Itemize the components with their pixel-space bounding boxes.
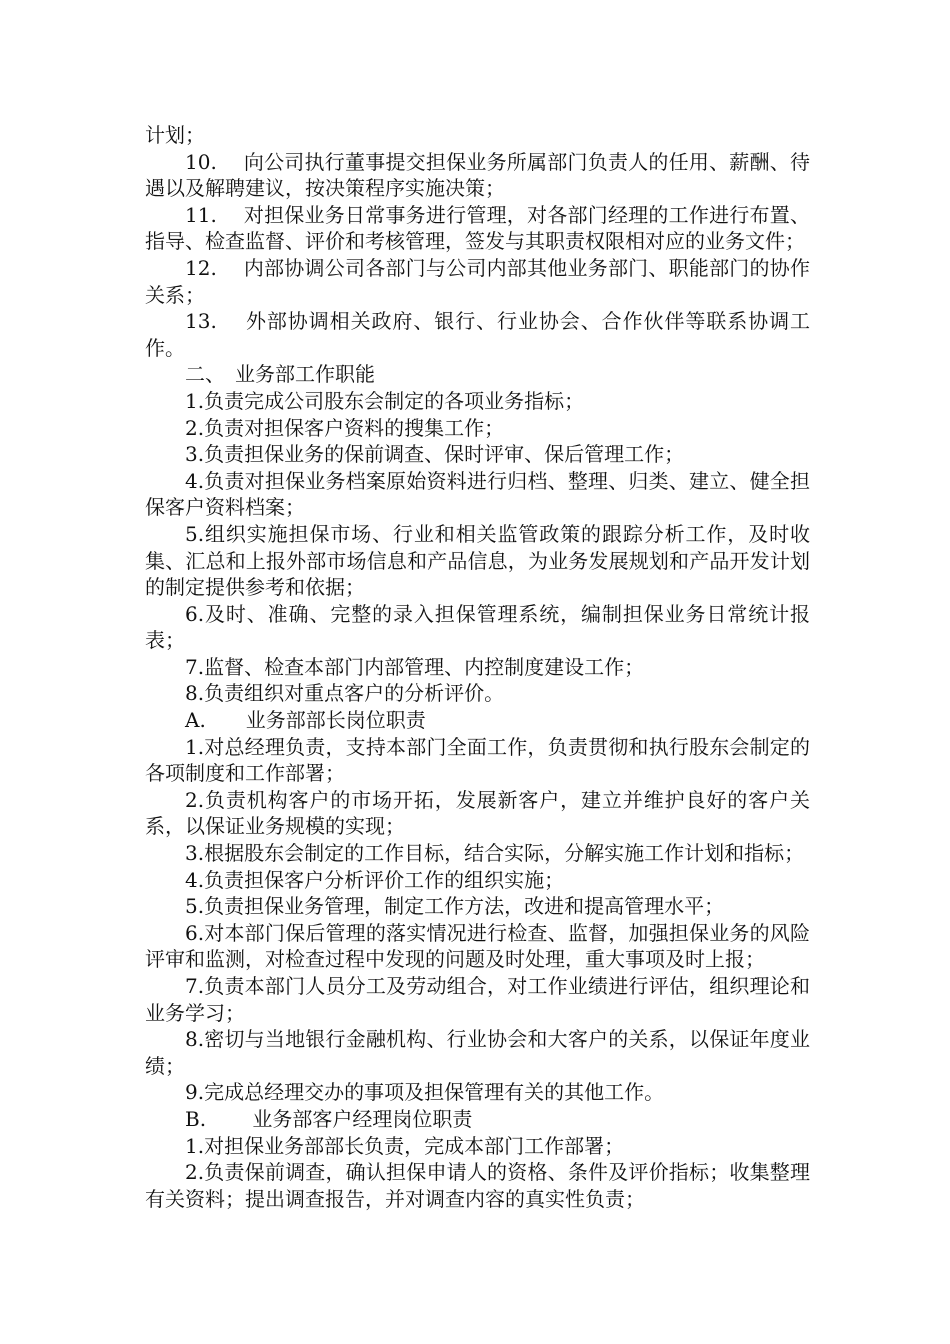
paragraph-head-duty-6: 6.对本部门保后管理的落实情况进行检查、监督，加强担保业务的风险评审和监测，对检查过程中发现的问题及时处理，重大事项及时上报； (145, 920, 810, 972)
paragraph-head-duty-1: 1.对总经理负责，支持本部门全面工作，负责贯彻和执行股东会制定的各项制度和工作部署； (145, 734, 810, 786)
paragraph-head-duty-9: 9.完成总经理交办的事项及担保管理有关的其他工作。 (185, 1080, 665, 1105)
paragraph-head-duty-8: 8.密切与当地银行金融机构、行业协会和大客户的关系，以保证年度业绩； (145, 1027, 810, 1078)
paragraph-item-11: 11. 对担保业务日常事务进行管理，对各部门经理的工作进行布置、指导、检查监督、评价和考核管理，签发与其职责权限相对应的业务文件； (145, 202, 810, 254)
paragraph-head-duty-3: 3.根据股东会制定的工作目标，结合实际，分解实施工作计划和指标； (185, 841, 805, 866)
paragraph-head-duty-4: 4.负责担保客户分析评价工作的组织实施； (185, 867, 565, 892)
paragraph-function-8: 8.负责组织对重点客户的分析评价。 (185, 681, 505, 706)
paragraph-plan-continuation: 计划； (145, 123, 205, 147)
paragraph-function-6: 6.及时、准确、完整的录入担保管理系统，编制担保业务日常统计报表； (145, 601, 810, 653)
paragraph-function-4: 4.负责对担保业务档案原始资料进行归档、整理、归类、建立、健全担保客户资料档案； (145, 468, 810, 520)
paragraph-function-2: 2.负责对担保客户资料的搜集工作； (185, 415, 505, 440)
paragraph-head-duty-2: 2.负责机构客户的市场开拓，发展新客户，建立并维护良好的客户关系，以保证业务规模的实现； (145, 787, 810, 839)
paragraph-manager-duty-2: 2.负责保前调查，确认担保申请人的资格、条件及评价指标；收集整理有关资料；提出调查报告，并对调查内容的真实性负责； (145, 1160, 810, 1211)
section-heading-business-functions: 二、 业务部工作职能 (185, 362, 375, 387)
paragraph-item-10: 10. 向公司执行董事提交担保业务所属部门负责人的任用、薪酬、待遇以及解聘建议，按决策程序实施决策； (145, 149, 810, 201)
section-heading-department-head: A. 业务部部长岗位职责 (185, 708, 426, 733)
document-body (145, 122, 810, 1212)
paragraph-head-duty-5: 5.负责担保业务管理，制定工作方法，改进和提高管理水平； (185, 894, 725, 919)
paragraph-function-7: 7.监督、检查本部门内部管理、内控制度建设工作； (185, 654, 645, 679)
paragraph-item-13: 13. 外部协调相关政府、银行、行业协会、合作伙伴等联系协调工作。 (145, 309, 810, 360)
section-heading-account-manager: B. 业务部客户经理岗位职责 (185, 1106, 473, 1131)
paragraph-function-5: 5.组织实施担保市场、行业和相关监管政策的跟踪分析工作，及时收集、汇总和上报外部市场信息和产品信息，为业务发展规划和产品开发计划的制定提供参考和依据； (145, 521, 810, 600)
paragraph-head-duty-7: 7.负责本部门人员分工及劳动组合，对工作业绩进行评估，组织理论和业务学习； (145, 974, 810, 1025)
paragraph-item-12: 12. 内部协调公司各部门与公司内部其他业务部门、职能部门的协作关系； (145, 255, 810, 307)
paragraph-manager-duty-1: 1.对担保业务部部长负责，完成本部门工作部署； (185, 1133, 625, 1158)
paragraph-function-1: 1.负责完成公司股东会制定的各项业务指标； (185, 388, 585, 413)
paragraph-function-3: 3.负责担保业务的保前调查、保时评审、保后管理工作； (185, 442, 685, 467)
